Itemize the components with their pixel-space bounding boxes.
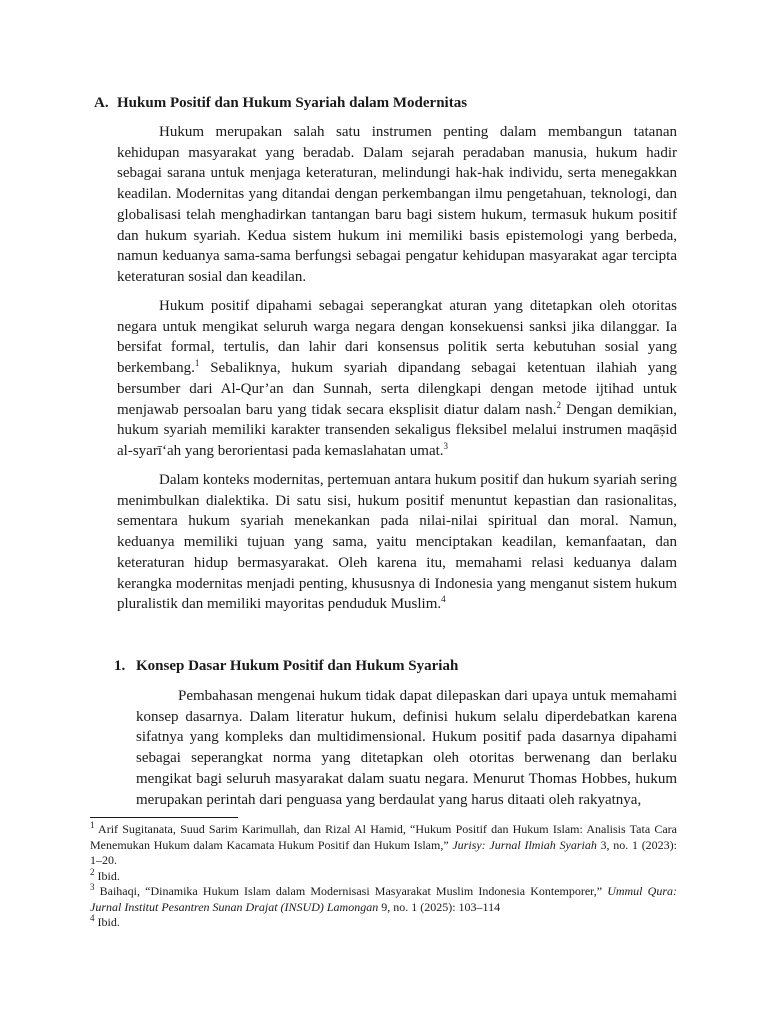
footnote-1 [90, 822, 677, 869]
footnote-separator [90, 817, 238, 818]
footnote-ref-1[interactable]: 1 [194, 358, 200, 369]
footnotes [90, 822, 677, 931]
subsection-heading [114, 656, 458, 676]
footnote-ref-2[interactable]: 2 [556, 399, 561, 410]
footnote-text: 3, no. 1 (2023): 1–20. [90, 837, 678, 867]
footnote-ref-3[interactable]: 3 [443, 440, 449, 451]
footnote-text: Arif Sugitanata, Suud Sarim Karimullah, dan Rizal Al Hamid, “Hukum Positif dan Hukum Islam: Analisis Tata Cara Menemukan Hukum dalam Kacamata Hukum Positif dan Hukum Islam,” [90, 822, 677, 852]
footnote-3 [90, 884, 677, 915]
footnote-2 [90, 866, 677, 885]
subsection-marker: 1. [114, 658, 126, 674]
footnote-journal: Ummul Qura: Jurnal Institut Pesantren Sunan Drajat (INSUD) Lamongan [90, 884, 677, 914]
paragraph-text: Hukum positif dipahami sebagai seperangkat aturan yang ditetapkan oleh otoritas negara untuk mengikat seluruh warga negara dengan konsekuensi sanksi jika dilanggar. Ia bersifat formal, tertulis, dan lahir dari konsensus politik serta kebutuhan sosial yang berkembang. [117, 298, 677, 377]
paragraph-intro: Hukum merupakan salah satu instrumen penting dalam membangun tatanan kehidupan masyarakat yang beradab. Dalam sejarah peradaban manusia, hukum hadir sebagai sarana untuk menjaga keteraturan, melindungi hak-hak individu, serta menegakkan keadilan. Modernitas yang ditandai dengan perkembangan ilmu pengetahuan, teknologi, dan globalisasi telah menghadirkan tantangan baru bagi sistem hukum, termasuk hukum positif dan hukum syariah. Kedua sistem hukum ini memiliki basis epistemologi yang berbeda, namun keduanya sama-sama berfungsi sebagai pengatur kehidupan masyarakat agar tercipta keteraturan sosial dan keadilan. [117, 124, 677, 285]
footnote-number: 2 [90, 866, 95, 877]
paragraph-text: Dengan demikian, hukum syariah memiliki karakter transenden sekaligus fleksibel melalui instrumen maqāṣid al-syarī‘ah yang berorientasi pada kemaslahatan umat. [117, 401, 677, 459]
paragraph-hukum-positif [117, 296, 677, 462]
paragraph-text: Sebaliknya, hukum syariah dipandang sebagai ketentuan ilahiah yang bersumber dari Al-Qur’an dan Sunnah, serta dilengkapi dengan metode ijtihad untuk menjawab persoalan baru yang tidak secara eksplisit diatur dalam nash. [117, 360, 677, 418]
footnote-text: Baihaqi, “Dinamika Hukum Islam dalam Modernisasi Masyarakat Muslim Indonesia Kontemporer,” [94, 884, 608, 898]
footnote-journal: Jurisy: Jurnal Ilmiah Syariah [452, 837, 597, 852]
paragraph-konsep-dasar: Pembahasan mengenai hukum tidak dapat dilepaskan dari upaya untuk memahami konsep dasarnya. Dalam literatur hukum, definisi hukum selalu diperdebatkan karena sifatnya yang kompleks dan multidimensional. Hukum positif pada dasarnya dipahami sebagai seperangkat norma yang ditetapkan oleh otoritas berwenang dan berlaku mengikat bagi seluruh masyarakat dalam suatu negara. Menurut Thomas Hobbes, hukum merupakan perintah dari penguasa yang berdaulat yang harus ditaati oleh rakyatnya, [136, 688, 677, 808]
footnote-text: 9, no. 1 (2025): 103–114 [378, 899, 501, 914]
footnote-text: Ibid. [94, 915, 120, 929]
footnote-number: 4 [90, 913, 95, 923]
section-marker: A. [94, 95, 109, 111]
section-title: Hukum Positif dan Hukum Syariah dalam Modernitas [117, 95, 468, 111]
footnote-4 [90, 915, 677, 931]
footnote-number: 1 [90, 820, 95, 830]
footnote-number: 3 [90, 882, 95, 892]
section-heading [94, 93, 467, 113]
footnote-text: Ibid. [94, 868, 120, 883]
footnote-ref-4[interactable]: 4 [441, 594, 446, 605]
subsection-title: Konsep Dasar Hukum Positif dan Hukum Syariah [136, 658, 459, 674]
paragraph-text: Dalam konteks modernitas, pertemuan antara hukum positif dan hukum syariah sering menimbulkan dialektika. Di satu sisi, hukum positif menuntut kepastian dan rasionalitas, sementara hukum syariah menekankan pada nilai-nilai spiritual dan moral. Namun, keduanya memiliki tujuan yang sama, yaitu menciptakan keadilan, kemanfaatan, dan keteraturan hidup bermasyarakat. Oleh karena itu, memahami relasi keduanya dalam kerangka modernitas menjadi penting, khususnya di Indonesia yang menganut sistem hukum pluralistik dan memiliki mayoritas penduduk Muslim. [117, 472, 677, 613]
paragraph-modernitas [117, 470, 677, 615]
